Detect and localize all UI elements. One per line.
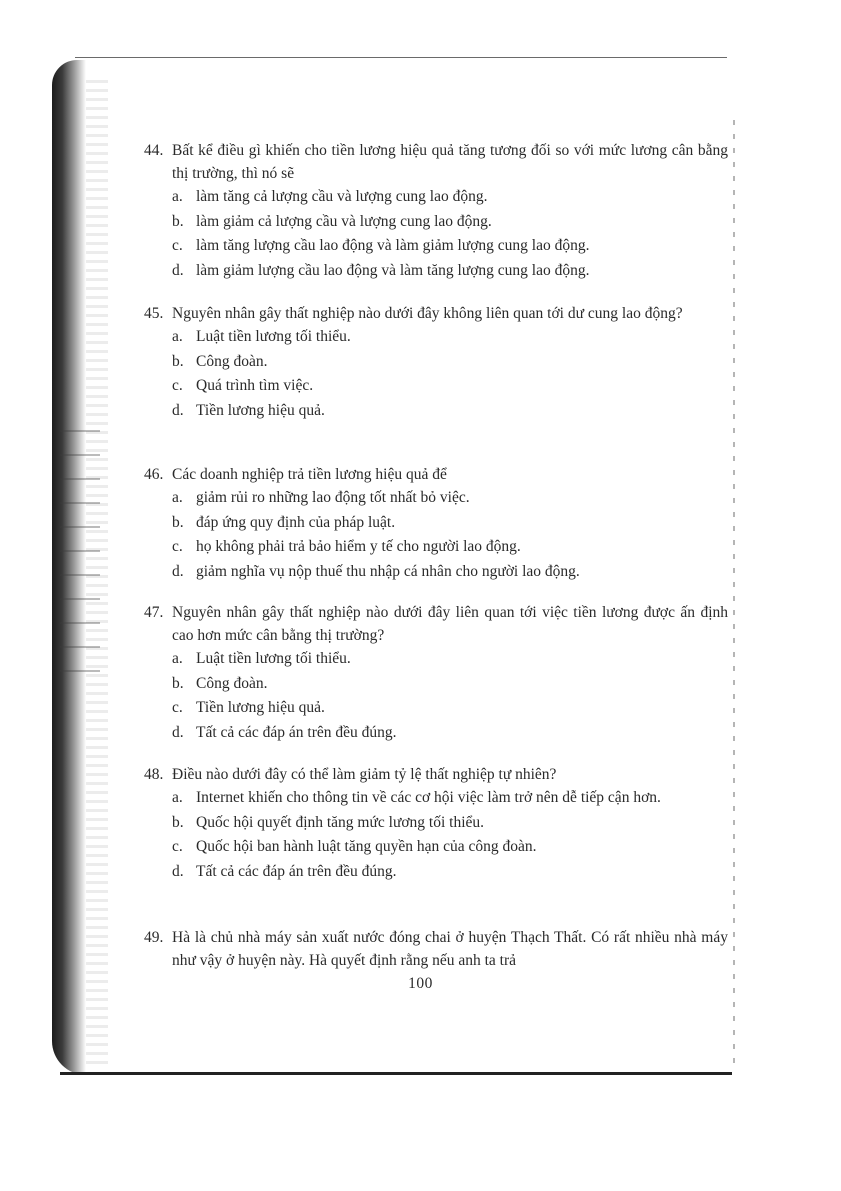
option-d [172,721,728,746]
option-text: Tất cả các đáp án trên đều đúng. [196,723,397,741]
question-45 [144,302,728,423]
option-text: giảm nghĩa vụ nộp thuế thu nhập cá nhân cho người lao động. [196,562,580,580]
bottom-border-line [60,1072,732,1075]
question-text: Nguyên nhân gây thất nghiệp nào dưới đây không liên quan tới dư cung lao động? [172,305,683,322]
question-48 [144,763,728,884]
option-letter: c. [172,377,183,394]
question-number: 44. [144,142,164,159]
option-text: làm giảm cả lượng cầu và lượng cung lao động. [196,212,492,230]
option-letter: a. [172,650,183,667]
option-letter: c. [172,538,183,555]
option-letter: d. [172,862,184,880]
option-text: Internet khiến cho thông tin về các cơ hội việc làm trở nên dễ tiếp cận hơn. [196,789,661,806]
option-text: Luật tiền lương tối thiểu. [196,650,351,667]
question-number: 49. [144,929,164,946]
option-letter: c. [172,838,183,855]
option-c [172,535,728,560]
option-a [172,647,728,672]
top-border-line [75,57,727,58]
option-text: Tiền lương hiệu quả. [196,401,325,419]
option-text: làm tăng lượng cầu lao động và làm giảm lượng cung lao động. [196,237,590,254]
option-d [172,259,728,284]
option-text: làm giảm lượng cầu lao động và làm tăng lượng cung lao động. [196,261,590,279]
option-text: đáp ứng quy định của pháp luật. [196,513,396,531]
option-a [172,325,728,350]
option-letter: a. [172,489,183,506]
option-b [172,511,728,536]
option-a [172,185,728,210]
option-text: họ không phải trả bảo hiểm y tế cho người lao động. [196,538,521,555]
option-letter: b. [172,813,184,831]
option-c [172,374,728,399]
option-d [172,560,728,585]
option-text: Luật tiền lương tối thiểu. [196,328,351,345]
option-letter: d. [172,261,184,279]
option-letter: a. [172,328,183,345]
option-text: Công đoàn. [196,352,268,370]
option-b [172,350,728,375]
question-text: Điều nào dưới đây có thể làm giảm tỷ lệ thất nghiệp tự nhiên? [172,766,557,783]
option-a [172,486,728,511]
scan-left-specks [60,430,100,690]
option-text: Quốc hội quyết định tăng mức lương tối thiểu. [196,813,485,831]
option-letter: b. [172,674,184,692]
option-c [172,696,728,721]
question-number: 45. [144,305,164,322]
question-number: 47. [144,604,164,621]
option-letter: a. [172,789,183,806]
option-letter: d. [172,723,184,741]
scan-right-margin-line [733,120,735,1070]
option-text: Tiền lương hiệu quả. [196,699,325,716]
question-text: Bất kể điều gì khiến cho tiền lương hiệu quả tăng tương đối so với mức lương cân bằng thị trường, thì nó sẽ [172,142,728,182]
option-text: làm tăng cả lượng cầu và lượng cung lao động. [196,188,488,205]
option-b [172,210,728,235]
option-letter: b. [172,212,184,230]
option-letter: c. [172,699,183,716]
question-text: Nguyên nhân gây thất nghiệp nào dưới đây liên quan tới việc tiền lương được ấn định cao hơn mức cân bằng thị trường? [172,604,728,644]
option-b [172,811,728,836]
option-text: Công đoàn. [196,674,268,692]
option-c [172,835,728,860]
page-number: 100 [408,975,433,992]
option-letter: d. [172,562,184,580]
question-text: Các doanh nghiệp trả tiền lương hiệu quả để [172,466,447,483]
question-number: 48. [144,766,164,783]
option-text: Quốc hội ban hành luật tăng quyền hạn của công đoàn. [196,838,537,855]
question-44 [144,139,728,283]
option-letter: b. [172,513,184,531]
option-letter: a. [172,188,183,205]
question-number: 46. [144,466,164,483]
option-a [172,786,728,811]
option-text: Tất cả các đáp án trên đều đúng. [196,862,397,880]
option-text: giảm rủi ro những lao động tốt nhất bỏ việc. [196,489,470,506]
question-49 [144,926,728,972]
question-47 [144,601,728,745]
option-letter: b. [172,352,184,370]
question-text: Hà là chủ nhà máy sản xuất nước đóng chai ở huyện Thạch Thất. Có rất nhiều nhà máy như vậy ở huyện này. Hà quyết định rằng nếu anh ta trả [172,929,728,969]
option-c [172,234,728,259]
option-text: Quá trình tìm việc. [196,377,314,394]
option-d [172,860,728,885]
question-46 [144,463,728,584]
option-b [172,672,728,697]
option-d [172,399,728,424]
option-letter: c. [172,237,183,254]
option-letter: d. [172,401,184,419]
